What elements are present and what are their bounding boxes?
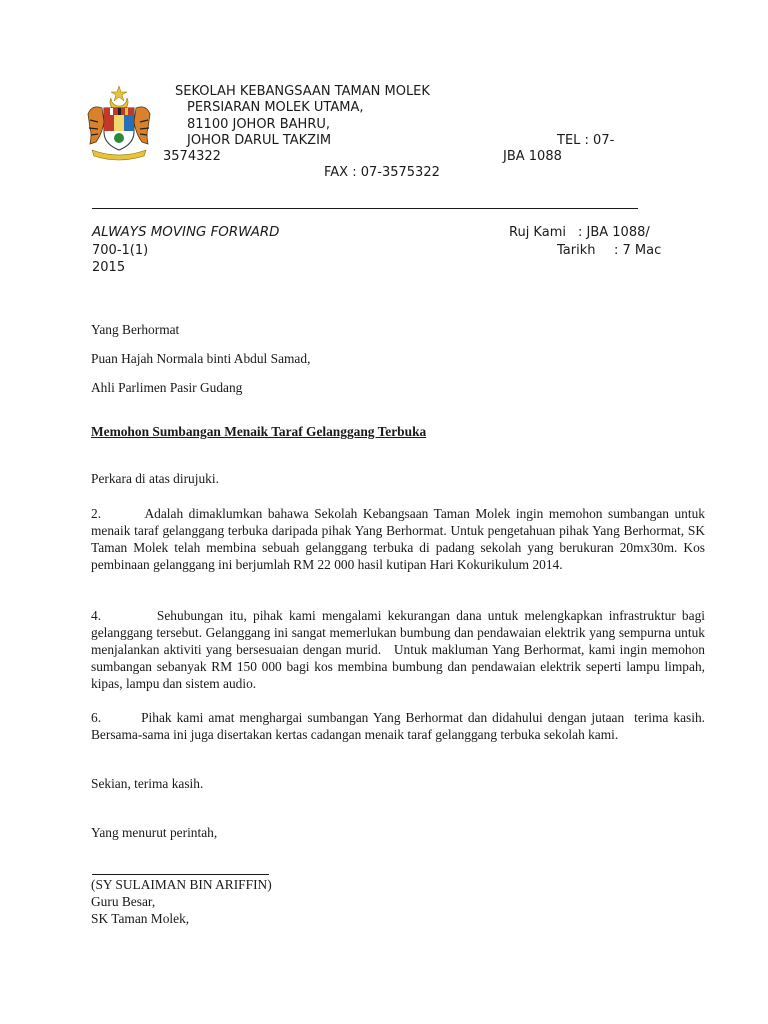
letter-subject: Memohon Sumbangan Menaik Taraf Gelanggang Terbuka xyxy=(91,424,427,439)
address-line-1: PERSIARAN MOLEK UTAMA, xyxy=(187,100,364,115)
recipient-name: Puan Hajah Normala binti Abdul Samad, xyxy=(91,351,311,366)
date-value: : 7 Mac xyxy=(614,243,662,258)
school-name: SEKOLAH KEBANGSAAN TAMAN MOLEK xyxy=(175,84,430,99)
address-line-3: JOHOR DARUL TAKZIM xyxy=(187,133,332,148)
signatory-position: Guru Besar, xyxy=(91,894,156,909)
intro-line: Perkara di atas dirujuki. xyxy=(91,471,219,486)
fax-number: FAX : 07-3575322 xyxy=(324,165,440,180)
address-line-2: 81100 JOHOR BAHRU, xyxy=(187,117,330,132)
reference-label: Ruj Kami xyxy=(509,225,566,240)
telephone-number: 3574322 xyxy=(163,149,221,164)
date-year: 2015 xyxy=(92,260,126,275)
signature-line xyxy=(92,874,269,875)
closing-order: Yang menurut perintah, xyxy=(91,825,218,840)
closing-thanks: Sekian, terima kasih. xyxy=(91,776,204,791)
reference-value: : JBA 1088/ xyxy=(578,225,650,240)
signatory-name: (SY SULAIMAN BIN ARIFFIN) xyxy=(91,877,272,892)
recipient-salutation: Yang Berhormat xyxy=(91,322,180,337)
letterhead-divider xyxy=(92,208,638,209)
coat-of-arms-logo xyxy=(84,84,154,162)
school-motto: ALWAYS MOVING FORWARD xyxy=(92,225,280,240)
telephone-label: TEL : 07- xyxy=(557,133,615,148)
school-code: JBA 1088 xyxy=(503,149,562,164)
paragraph-2: 2. Adalah dimaklumkan bahawa Sekolah Kebangsaan Taman Molek ingin memohon sumbangan untuk menaik taraf gelanggang terbuka daripada pihak Yang Berhormat. Untuk pengetahuan pihak Yang Berhormat, SK Taman Molek telah membina sebuah gelanggang terbuka di padang sekolah yang berukuran 20mx30m. Kos pembinaan gelanggang ini berjumlah RM 22 000 hasil kutipan Hari Kokurikulum 2014. xyxy=(91,506,709,572)
date-label: Tarikh xyxy=(557,243,596,258)
recipient-title: Ahli Parlimen Pasir Gudang xyxy=(91,380,243,395)
signatory-school: SK Taman Molek, xyxy=(91,911,190,926)
paragraph-4: 4. Sehubungan itu, pihak kami mengalami kekurangan dana untuk melengkapkan infrastruktur bagi gelanggang tersebut. Gelanggang ini sangat memerlukan bumbung dan pendawaian elektrik yang sempurna untuk menjalankan aktiviti yang bersesuaian dengan murid. Untuk makluman Yang Berhormat, kami ingin memohon sumbangan sebanyak RM 150 000 bagi kos membina bumbung dan pendawaian elektrik seperti lampu limpah, kipas, lampu dan sistem audio. xyxy=(91,608,709,691)
paragraph-6: 6. Pihak kami amat menghargai sumbangan Yang Berhormat dan didahului dengan jutaan terima kasih. Bersama-sama ini juga disertakan kertas cadangan menaik taraf gelanggang terbuka sekolah kami. xyxy=(91,710,712,742)
reference-continuation: 700-1(1) xyxy=(92,243,149,258)
